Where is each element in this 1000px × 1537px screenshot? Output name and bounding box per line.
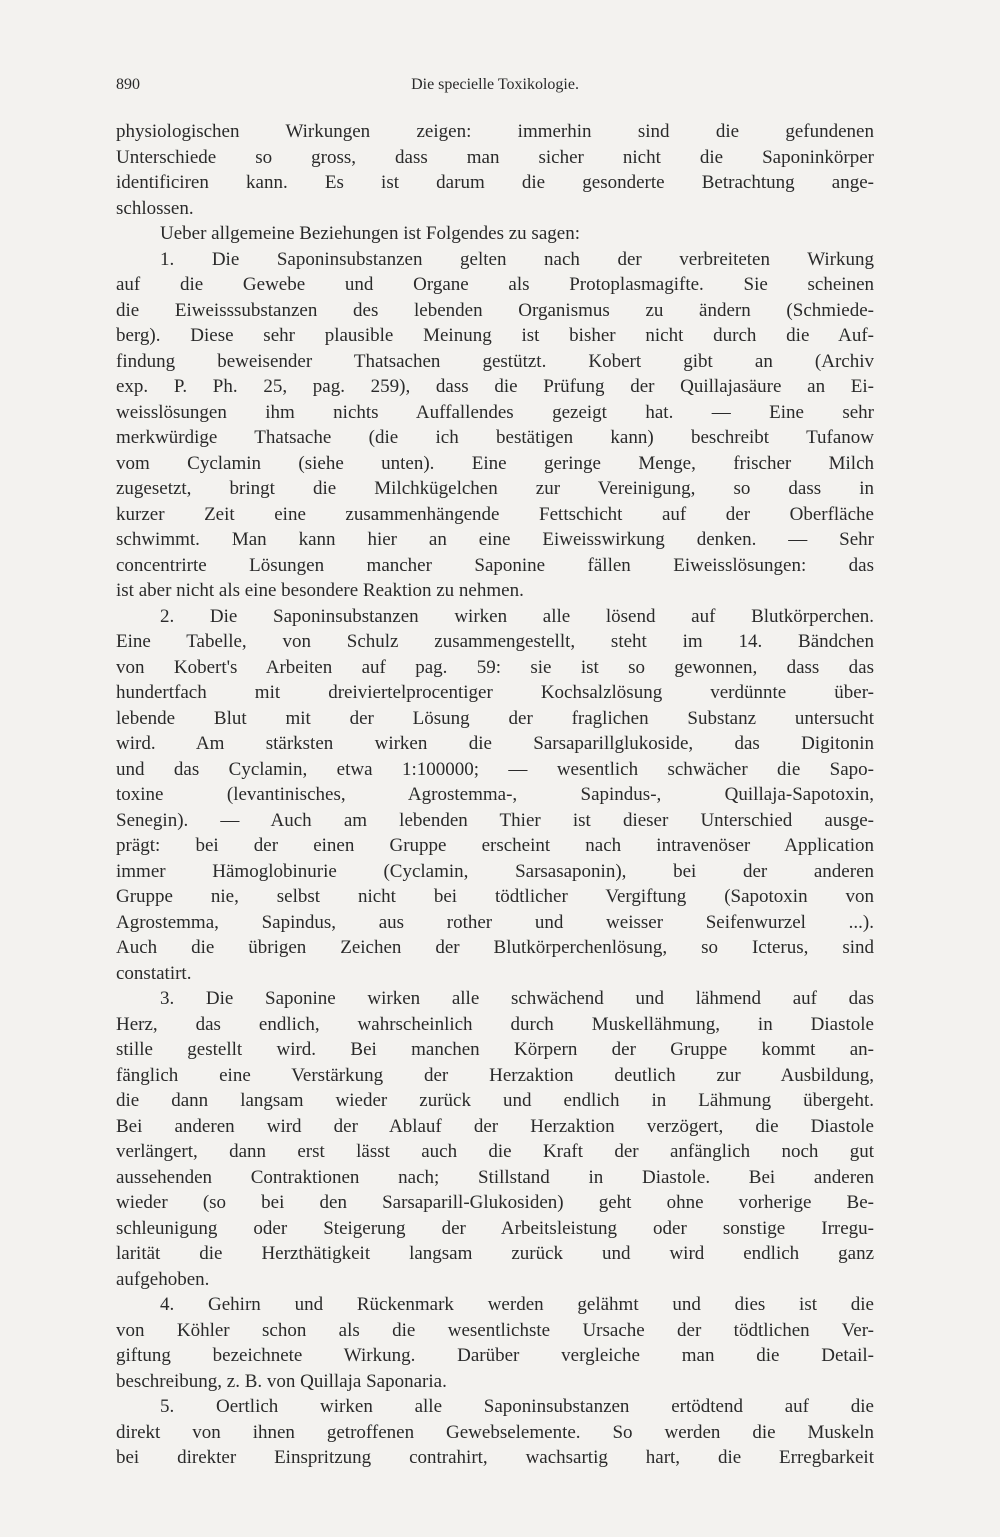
text-line: larität die Herzthätigkeit langsam zurück und wird endlich ganz [116,1243,874,1264]
text-line: Eine Tabelle, von Schulz zusammengestellt, steht im 14. Bändchen [116,631,874,652]
text-line: die dann langsam wieder zurück und endlich in Lähmung übergeht. [116,1090,874,1111]
paragraph [116,1394,874,1471]
text-line: 4. Gehirn und Rückenmark werden gelähmt und dies ist die [160,1294,874,1315]
text-line: giftung bezeichnete Wirkung. Darüber vergleiche man die Detail- [116,1345,874,1366]
text-line: die Eiweisssubstanzen des lebenden Organismus zu ändern (Schmiede- [116,299,874,321]
text-line: 2. Die Saponinsubstanzen wirken alle lösend auf Blutkörperchen. [160,605,874,627]
body-text [116,119,874,1471]
text-line: aufgehoben. [116,1268,210,1290]
text-line: von Kobert's Arbeiten auf pag. 59: sie ist so gewonnen, dass das [116,656,874,678]
text-line: und das Cyclamin, etwa 1:100000; — wesentlich schwächer die Sapo- [116,758,874,780]
text-line: prägt: bei der einen Gruppe erscheint nach intravenöser Application [116,835,874,856]
text-line: schleunigung oder Steigerung der Arbeitsleistung oder sonstige Irregu- [116,1217,874,1239]
text-line: ist aber nicht als eine besondere Reaktion zu nehmen. [116,580,524,601]
text-line: stille gestellt wird. Bei manchen Körpern der Gruppe kommt an- [116,1039,874,1060]
text-line: findung beweisender Thatsachen gestützt. Kobert gibt an (Archiv [116,350,874,372]
text-line: 1. Die Saponinsubstanzen gelten nach der verbreiteten Wirkung [160,248,874,270]
text-line: exp. P. Ph. 25, pag. 259), dass die Prüfung der Quillajasäure an Ei- [116,376,874,397]
text-line: immer Hämoglobinurie (Cyclamin, Sarsasaponin), bei der anderen [116,860,874,882]
text-line: bei direkter Einspritzung contrahirt, wachsartig hart, die Erregbarkeit [116,1447,874,1468]
text-line: lebende Blut mit der Lösung der fraglichen Substanz untersucht [116,707,874,729]
text-line: identificiren kann. Es ist darum die gesonderte Betrachtung ange- [116,172,874,193]
paragraph [116,247,874,604]
text-line: berg). Diese sehr plausible Meinung ist bisher nicht durch die Auf- [116,325,874,346]
text-line: wieder (so bei den Sarsaparill-Glukosiden) geht ohne vorherige Be- [116,1192,874,1213]
text-line: vom Cyclamin (siehe unten). Eine geringe Menge, frischer Milch [116,452,874,474]
text-line: Unterschiede so gross, dass man sicher nicht die Saponinkörper [116,146,874,168]
paragraph [116,119,874,221]
text-line: toxine (levantinisches, Agrostemma-, Sapindus-, Quillaja-Sapotoxin, [116,784,874,805]
text-line: direkt von ihnen getroffenen Gewebselemente. So werden die Muskeln [116,1421,874,1443]
text-line: concentrirte Lösungen mancher Saponine fällen Eiweisslösungen: das [116,554,874,576]
text-line: zugesetzt, bringt die Milchkügelchen zur Vereinigung, so dass in [116,478,874,499]
text-line: verlängert, dann erst lässt auch die Kraft der anfänglich noch gut [116,1141,874,1162]
text-line: constatirt. [116,962,192,984]
text-line: physiologischen Wirkungen zeigen: immerhin sind die gefundenen [116,121,874,142]
text-line: Senegin). — Auch am lebenden Thier ist dieser Unterschied ausge- [116,809,874,831]
text-line: weisslösungen ihm nichts Auffallendes gezeigt hat. — Eine sehr [116,401,874,423]
text-line: merkwürdige Thatsache (die ich bestätigen kann) beschreibt Tufanow [116,427,874,448]
text-line: fänglich eine Verstärkung der Herzaktion deutlich zur Ausbildung, [116,1064,874,1086]
running-title: Die specielle Toxikologie. [411,76,579,93]
text-line: schlossen. [116,197,194,219]
paragraph [116,221,874,247]
text-line: hundertfach mit dreiviertelprocentiger Kochsalzlösung verdünnte über- [116,682,874,703]
text-line: beschreibung, z. B. von Quillaja Saponaria. [116,1370,447,1392]
text-line: von Köhler schon als die wesentlichste Ursache der tödtlichen Ver- [116,1319,874,1341]
page-header [116,70,874,100]
text-line: auf die Gewebe und Organe als Protoplasmagifte. Sie scheinen [116,274,874,295]
page-number: 890 [116,76,140,93]
text-line: Agrostemma, Sapindus, aus rother und weisser Seifenwurzel ...). [116,911,874,933]
text-line: Auch die übrigen Zeichen der Blutkörperchenlösung, so Icterus, sind [116,937,874,958]
paragraph [116,604,874,987]
text-line: Ueber allgemeine Beziehungen ist Folgendes zu sagen: [160,223,580,244]
text-line: Bei anderen wird der Ablauf der Herzaktion verzögert, die Diastole [116,1115,874,1137]
paragraph [116,986,874,1292]
text-line: schwimmt. Man kann hier an eine Eiweisswirkung denken. — Sehr [116,529,874,550]
text-line: Herz, das endlich, wahrscheinlich durch Muskellähmung, in Diastole [116,1013,874,1035]
text-line: Gruppe nie, selbst nicht bei tödtlicher Vergiftung (Sapotoxin von [116,886,874,907]
text-line: wird. Am stärksten wirken die Sarsaparillglukoside, das Digitonin [116,733,874,754]
text-line: 3. Die Saponine wirken alle schwächend und lähmend auf das [160,988,874,1009]
text-line: aussehenden Contraktionen nach; Stillstand in Diastole. Bei anderen [116,1166,874,1188]
paragraph [116,1292,874,1394]
text-line: kurzer Zeit eine zusammenhängende Fettschicht auf der Oberfläche [116,503,874,525]
text-line: 5. Oertlich wirken alle Saponinsubstanzen ertödtend auf die [160,1396,874,1417]
